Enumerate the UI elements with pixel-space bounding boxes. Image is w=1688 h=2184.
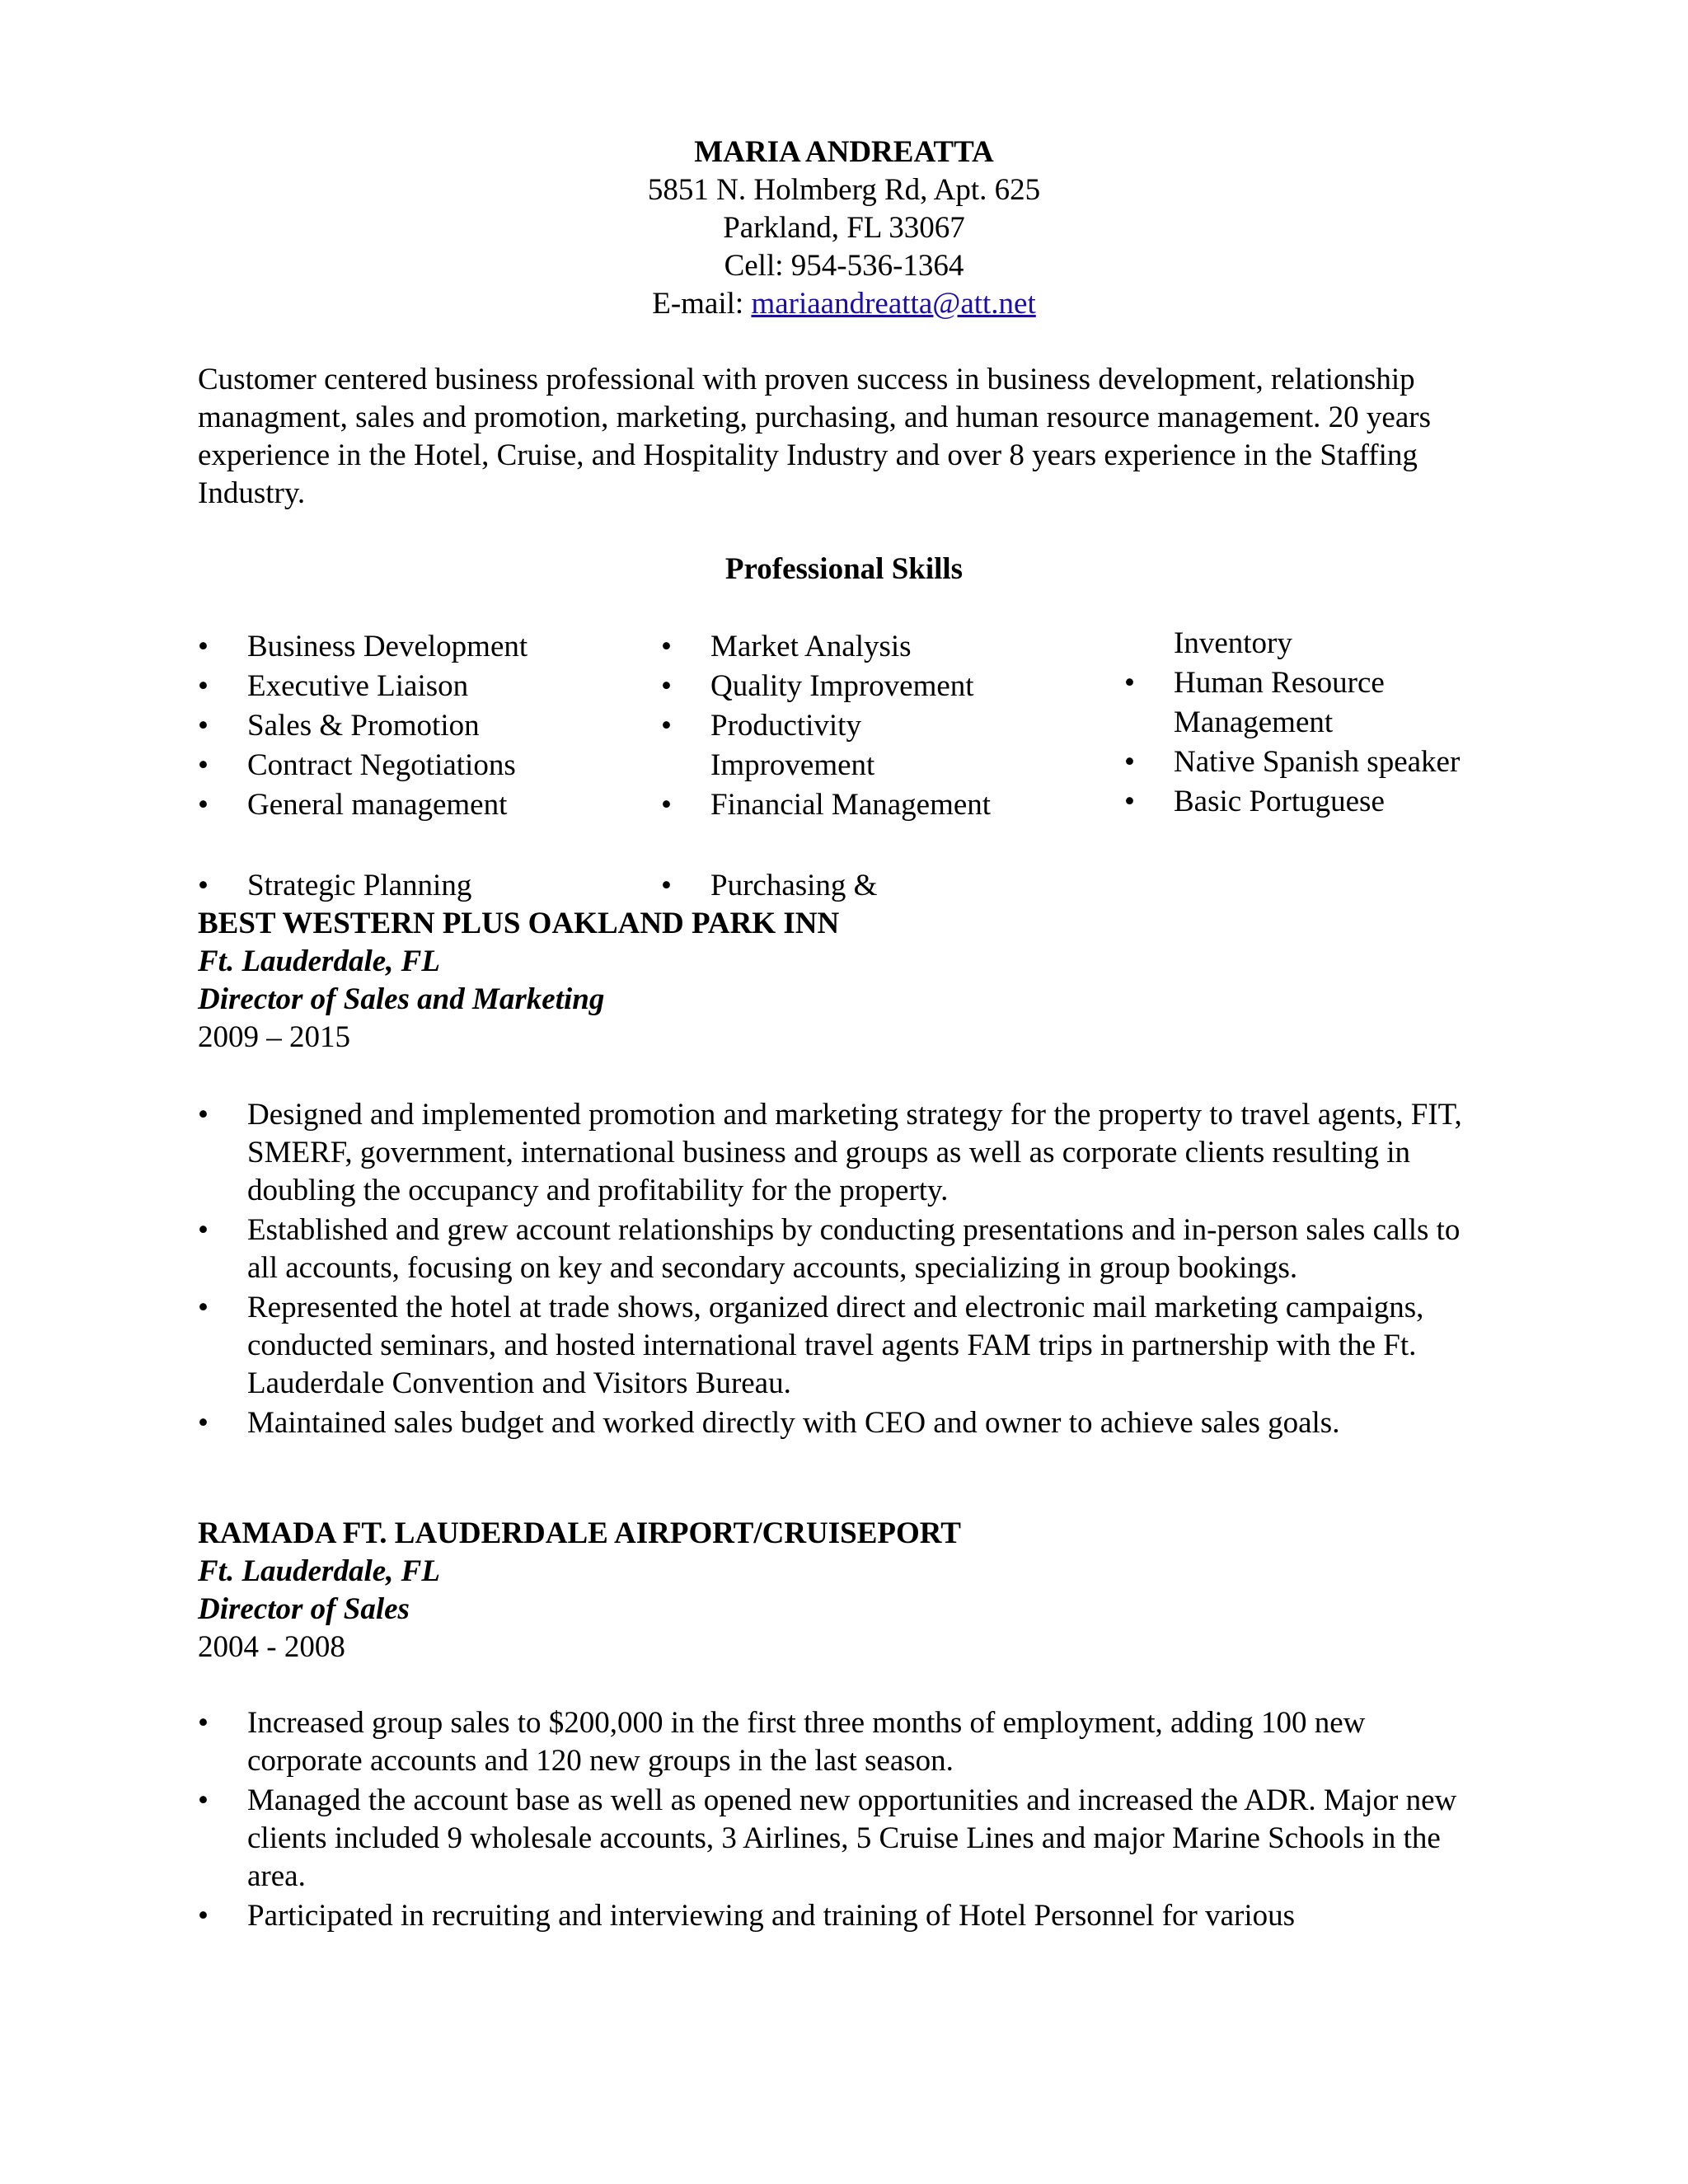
skill-item: • Native Spanish speaker bbox=[1124, 743, 1561, 781]
skill-item: • Market Analysis bbox=[661, 628, 1098, 666]
skills-column-1 bbox=[198, 628, 635, 826]
skill-item: • Contract Negotiations bbox=[198, 747, 635, 785]
skill-item: • Strategic Planning bbox=[198, 867, 635, 905]
job-dates: 2009 – 2015 bbox=[198, 1020, 350, 1054]
cell-phone: Cell: 954-536-1364 bbox=[724, 249, 964, 283]
job-bullet: • Increased group sales to $200,000 in the first three months of employment, adding 100 new corporate accounts and 120 new groups in the last season. bbox=[198, 1704, 1467, 1780]
address-line-1: 5851 N. Holmberg Rd, Apt. 625 bbox=[647, 173, 1041, 207]
skill-item: • Basic Portuguese bbox=[1124, 783, 1561, 821]
skill-item-continued: Management bbox=[1174, 705, 1334, 739]
skill-item: • Productivity bbox=[661, 707, 1098, 745]
job-role: Director of Sales and Marketing bbox=[198, 982, 605, 1016]
email-line bbox=[0, 285, 1688, 323]
job-company: RAMADA FT. LAUDERDALE AIRPORT/CRUISEPORT bbox=[198, 1516, 961, 1550]
skill-item: • Quality Improvement bbox=[661, 668, 1098, 705]
skills-column-2 bbox=[661, 628, 1098, 826]
job-location: Ft. Lauderdale, FL bbox=[198, 1554, 440, 1588]
skills-column-3 bbox=[1124, 625, 1561, 823]
job-bullet: • Designed and implemented promotion and marketing strategy for the property to travel agents, FIT, SMERF, government, international business and groups as well as corporate clients resulting in doubling the occupancy and profitability for the property. bbox=[198, 1096, 1467, 1210]
job-role: Director of Sales bbox=[198, 1592, 410, 1626]
job-bullet: • Represented the hotel at trade shows, organized direct and electronic mail marketing campaigns, conducted seminars, and hosted international travel agents FAM trips in partnership with the Ft. Lauderdale Convention and Visitors Bureau. bbox=[198, 1289, 1467, 1403]
address-line-2: Parkland, FL 33067 bbox=[723, 211, 965, 245]
job-bullet: • Established and grew account relationships by conducting presentations and in-person sales calls to all accounts, focusing on key and secondary accounts, specializing in group bookings. bbox=[198, 1212, 1467, 1287]
job-1-header bbox=[198, 905, 1500, 1057]
job-2-bullets bbox=[198, 1704, 1467, 1937]
skill-item: • Business Development bbox=[198, 628, 635, 666]
skill-item: • Sales & Promotion bbox=[198, 707, 635, 745]
skill-item: • Human Resource bbox=[1124, 664, 1561, 702]
candidate-name: MARIA ANDREATTA bbox=[694, 135, 994, 169]
contact-header bbox=[0, 134, 1688, 323]
skills-heading: Professional Skills bbox=[724, 552, 964, 586]
skill-item-continued: Improvement bbox=[710, 748, 875, 782]
skill-item: • General management bbox=[198, 786, 635, 824]
job-company: BEST WESTERN PLUS OAKLAND PARK INN bbox=[198, 907, 840, 940]
job-bullet: • Managed the account base as well as opened new opportunities and increased the ADR. Major new clients included 9 wholesale accounts, 3 Airlines, 5 Cruise Lines and major Marine Schools in the area. bbox=[198, 1782, 1467, 1896]
skill-item: • Purchasing & bbox=[661, 867, 1098, 905]
skill-item: • Executive Liaison bbox=[198, 668, 635, 705]
email-label: E-mail: bbox=[652, 287, 744, 321]
job-bullet: • Participated in recruiting and interviewing and training of Hotel Personnel for various bbox=[198, 1897, 1467, 1935]
job-dates: 2004 - 2008 bbox=[198, 1630, 345, 1664]
job-1-bullets bbox=[198, 1096, 1467, 1444]
profile-summary: Customer centered business professional with proven success in business development, relationship managment, sales and promotion, marketing, purchasing, and human resource management. 20 years experience in the Hotel, Cruise, and Hospitality Industry and over 8 years experience in the Staffing Industry. bbox=[198, 363, 1431, 510]
skills-column-2-bottom bbox=[661, 867, 1098, 907]
skills-column-1-bottom bbox=[198, 867, 635, 907]
skill-item-continued: Inventory bbox=[1174, 626, 1292, 660]
job-bullet: • Maintained sales budget and worked directly with CEO and owner to achieve sales goals. bbox=[198, 1404, 1467, 1442]
job-location: Ft. Lauderdale, FL bbox=[198, 944, 440, 978]
email-link[interactable]: mariaandreatta@att.net bbox=[751, 287, 1036, 321]
skill-item: • Financial Management bbox=[661, 786, 1098, 824]
job-2-header bbox=[198, 1515, 1500, 1666]
